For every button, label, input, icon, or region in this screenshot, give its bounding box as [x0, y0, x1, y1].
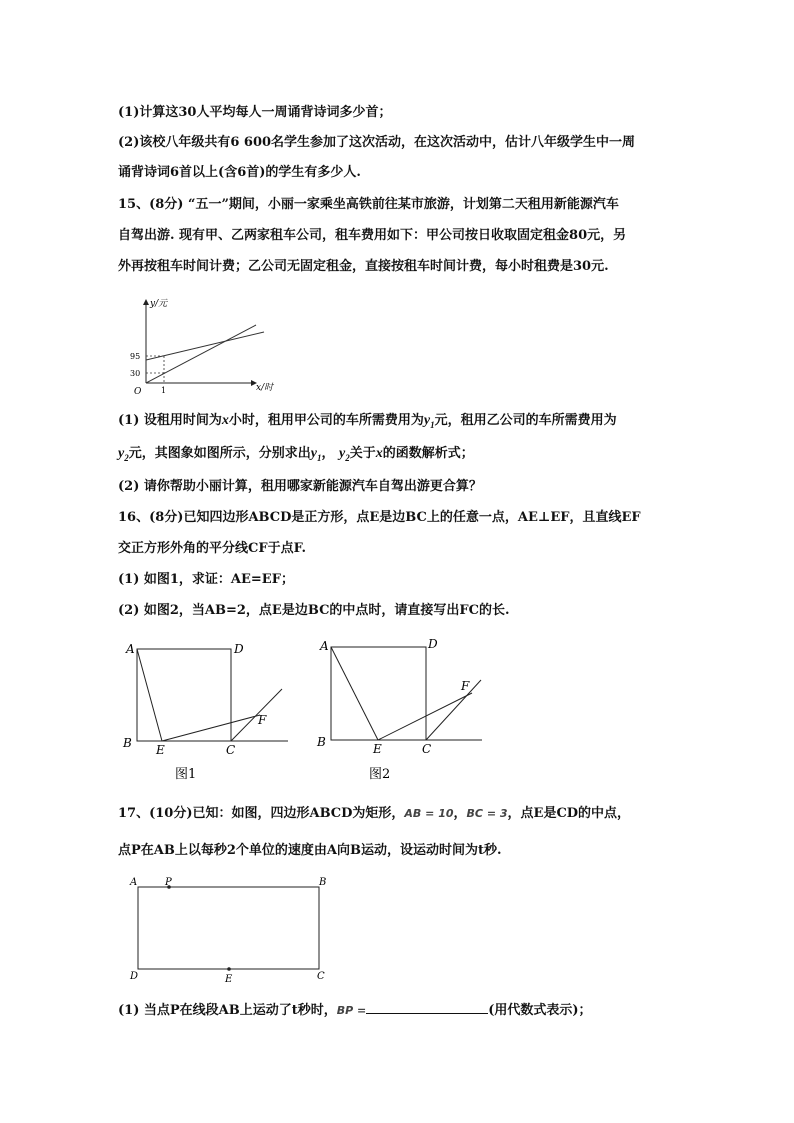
- q15-line-y2: [146, 325, 256, 383]
- q15-graph: [128, 290, 288, 400]
- q17-bp-label: BP =: [336, 1004, 367, 1017]
- q15-ylabel: y/元: [150, 299, 168, 309]
- label-e: E: [225, 974, 233, 985]
- square-abcd: [137, 649, 231, 741]
- q15-stem-line3: 外再按租车时间计费；乙公司无固定租金，直接按租车时间计费，每小时租费是30元.: [118, 259, 609, 274]
- label-a: A: [320, 639, 329, 653]
- label-d: D: [234, 642, 244, 656]
- q15-stem-line1: 15、(8分) “五一”期间，小丽一家乘坐高铁前往某市旅游，计划第二天租用新能源汽车: [118, 197, 619, 212]
- q15-tick-30: 30: [130, 369, 141, 378]
- label-b: B: [123, 736, 132, 750]
- label-c: C: [317, 971, 325, 982]
- point-e: [227, 967, 231, 971]
- label-e: E: [373, 742, 382, 756]
- label-p: P: [165, 877, 172, 888]
- q15-tick-1: 1: [161, 386, 167, 395]
- q16-figure-2: [312, 632, 492, 785]
- segment-ae: [331, 647, 378, 740]
- q17-stem-line1: 17、(10分)已知：如图，四边形ABCD为矩形，AB = 10，BC = 3，点E是CD的中点，: [118, 806, 631, 821]
- bisector-cf: [426, 680, 481, 740]
- q15-stem-line2: 自驾出游. 现有甲、乙两家租车公司，租车费用如下：甲公司按日收取固定租金80元，另: [118, 228, 627, 243]
- label-b: B: [319, 877, 327, 888]
- q17-ab-value: AB = 10: [404, 807, 454, 820]
- q15-part1-line1: (1) 设租用时间为x小时，租用甲公司的车所需费用为$y_1$元，租用乙公司的车所需费用为: [118, 413, 617, 430]
- answer-blank[interactable]: [366, 1001, 488, 1014]
- q16-stem-line1: 16、(8分)已知四边形ABCD是正方形，点E是边BC上的任意一点，AE⊥EF，且直线EF: [118, 510, 641, 525]
- label-e: E: [156, 743, 165, 757]
- q17-part1: (1) 当点P在线段AB上运动了t秒时，BP = (用代数式表示)；: [118, 1003, 592, 1018]
- q14-part2-line2: 诵背诗词6首以上(含6首)的学生有多少人.: [118, 165, 361, 180]
- q15-tick-95: 95: [130, 352, 141, 361]
- label-d: D: [428, 637, 438, 651]
- label-f: F: [258, 713, 267, 727]
- q15-part1-line2: $y_2$元，其图象如图所示，分别求出$y_1$， $y_2$关于x的函数解析式；: [118, 446, 474, 463]
- label-f: F: [461, 679, 470, 693]
- segment-ae: [137, 649, 162, 741]
- caption-fig2: 图2: [369, 767, 391, 782]
- label-c: C: [422, 742, 432, 756]
- q16-stem-line2: 交正方形外角的平分线CF于点F.: [118, 541, 307, 556]
- caption-fig1: 图1: [175, 767, 197, 782]
- q14-part1: (1)计算这30人平均每人一周诵背诗词多少首；: [118, 105, 392, 120]
- q15-part2: (2) 请你帮助小丽计算，租用哪家新能源汽车自驾出游更合算？: [118, 479, 482, 494]
- q15-xlabel: x/时: [256, 383, 274, 393]
- rectangle-abcd: [138, 887, 319, 969]
- square-abcd: [331, 647, 426, 740]
- q16-part1: (1) 如图1，求证：AE=EF；: [118, 572, 294, 587]
- label-c: C: [226, 743, 236, 757]
- segment-ef: [378, 693, 472, 740]
- q14-part2-line1: (2)该校八年级共有6 600名学生参加了这次活动，在这次活动中，估计八年级学生中一周: [118, 135, 636, 150]
- q17-figure: [125, 873, 335, 985]
- q16-figure-1: [118, 635, 298, 785]
- segment-ef: [162, 715, 260, 741]
- q17-stem-line2: 点P在AB上以每秒2个单位的速度由A向B运动，设运动时间为t秒.: [118, 843, 502, 858]
- label-b: B: [317, 735, 326, 749]
- bisector-cf: [231, 689, 282, 741]
- label-d: D: [130, 971, 139, 982]
- q15-origin: O: [134, 387, 142, 397]
- q16-part2: (2) 如图2，当AB=2，点E是边BC的中点时，请直接写出FC的长.: [118, 603, 510, 618]
- label-a: A: [130, 877, 138, 888]
- label-a: A: [126, 642, 135, 656]
- q17-bc-value: BC = 3: [466, 807, 508, 820]
